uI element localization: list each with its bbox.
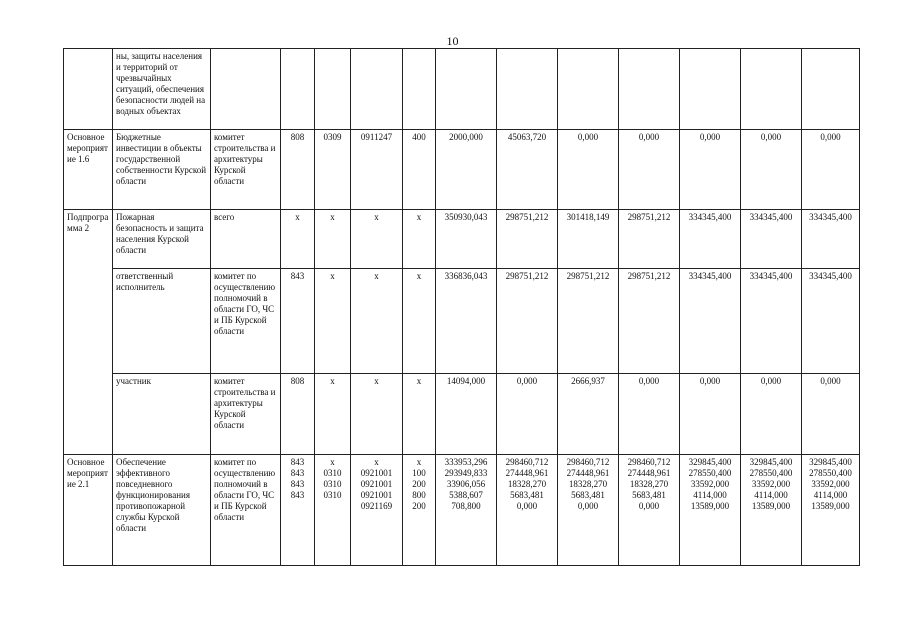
row-label — [64, 49, 113, 130]
row-label: Основное мероприятие 1.6 — [64, 130, 113, 210]
row-label: Основное мероприятие 2.1 — [64, 455, 113, 566]
value-cell: 298751,212 — [619, 269, 680, 374]
value-cell: 334345,400 — [741, 210, 802, 269]
value-cell: 329845,400 278550,400 33592,000 4114,000 13589,000 — [680, 455, 741, 566]
value-cell: 0,000 — [802, 374, 860, 455]
csr-cell: 0911247 — [351, 130, 403, 210]
value-cell: 298460,712 274448,961 18328,270 5683,481 0,000 — [558, 455, 619, 566]
value-cell: 298751,212 — [619, 210, 680, 269]
csr-cell: х 0921001 0921001 0921001 0921169 — [351, 455, 403, 566]
value-cell: 2666,937 — [558, 374, 619, 455]
value-cell: 301418,149 — [558, 210, 619, 269]
row-executor: комитет строительства и архитектуры Курской области — [211, 130, 281, 210]
value-cell: 333953,296 293949,833 33906,056 5388,607 708,800 — [436, 455, 497, 566]
value-cell: 334345,400 — [680, 210, 741, 269]
vr-cell: х 100 200 800 200 — [403, 455, 436, 566]
table-row — [64, 269, 860, 374]
value-cell: 334345,400 — [802, 210, 860, 269]
value-cell: 0,000 — [680, 374, 741, 455]
value-cell: 334345,400 — [802, 269, 860, 374]
value-cell: 0,000 — [497, 374, 558, 455]
row-executor: комитет по осуществлению полномочий в области ГО, ЧС и ПБ Курской области — [211, 269, 281, 374]
table-row — [64, 49, 860, 130]
rzpr-cell: х — [315, 269, 351, 374]
value-cell: 334345,400 — [741, 269, 802, 374]
row-executor: комитет строительства и архитектуры Курской области — [211, 374, 281, 455]
value-cell: 298460,712 274448,961 18328,270 5683,481 0,000 — [619, 455, 680, 566]
row-executor: комитет по осуществлению полномочий в области ГО, ЧС и ПБ Курской области — [211, 455, 281, 566]
table-row — [64, 374, 860, 455]
row-name: Бюджетные инвестиции в объекты государственной собственности Курской области — [113, 130, 211, 210]
vr-cell: х — [403, 374, 436, 455]
vr-cell: 400 — [403, 130, 436, 210]
value-cell: 0,000 — [619, 130, 680, 210]
value-cell: 2000,000 — [436, 130, 497, 210]
value-cell: 0,000 — [741, 374, 802, 455]
csr-cell: х — [351, 210, 403, 269]
value-cell: 298460,712 274448,961 18328,270 5683,481 0,000 — [497, 455, 558, 566]
rzpr-cell: х 0310 0310 0310 — [315, 455, 351, 566]
grbs-cell: 808 — [281, 130, 315, 210]
value-cell: 298751,212 — [497, 269, 558, 374]
value-cell: 0,000 — [558, 130, 619, 210]
grbs-cell: 843 843 843 843 — [281, 455, 315, 566]
page-number: 10 — [446, 34, 459, 48]
value-cell: 336836,043 — [436, 269, 497, 374]
row-label: Подпрограмма 2 — [64, 210, 113, 455]
value-cell: 334345,400 — [680, 269, 741, 374]
row-executor: всего — [211, 210, 281, 269]
value-cell: 329845,400 278550,400 33592,000 4114,000 13589,000 — [741, 455, 802, 566]
row-name: участник — [113, 374, 211, 455]
value-cell: 0,000 — [680, 130, 741, 210]
table-row — [64, 455, 860, 566]
row-name: ответственный исполнитель — [113, 269, 211, 374]
value-cell: 0,000 — [619, 374, 680, 455]
rzpr-cell: 0309 — [315, 130, 351, 210]
row-name: ны, защиты населения и территорий от чрезвычайных ситуаций, обеспечения безопасности людей на водных объектах — [113, 49, 211, 130]
csr-cell: х — [351, 269, 403, 374]
value-cell: 329845,400 278550,400 33592,000 4114,000 13589,000 — [802, 455, 860, 566]
value-cell: 298751,212 — [558, 269, 619, 374]
table-row — [64, 130, 860, 210]
csr-cell: х — [351, 374, 403, 455]
grbs-cell: 843 — [281, 269, 315, 374]
row-name: Обеспечение эффективного повседневного функционирования противопожарной службы Курской области — [113, 455, 211, 566]
value-cell: 298751,212 — [497, 210, 558, 269]
value-cell: 14094,000 — [436, 374, 497, 455]
budget-table — [63, 48, 860, 566]
vr-cell: х — [403, 269, 436, 374]
grbs-cell: х — [281, 210, 315, 269]
table-row — [64, 210, 860, 269]
vr-cell: х — [403, 210, 436, 269]
value-cell: 0,000 — [741, 130, 802, 210]
rzpr-cell: х — [315, 374, 351, 455]
grbs-cell: 808 — [281, 374, 315, 455]
value-cell: 45063,720 — [497, 130, 558, 210]
rzpr-cell: х — [315, 210, 351, 269]
row-name: Пожарная безопасность и защита населения Курской области — [113, 210, 211, 269]
value-cell: 0,000 — [802, 130, 860, 210]
value-cell: 350930,043 — [436, 210, 497, 269]
